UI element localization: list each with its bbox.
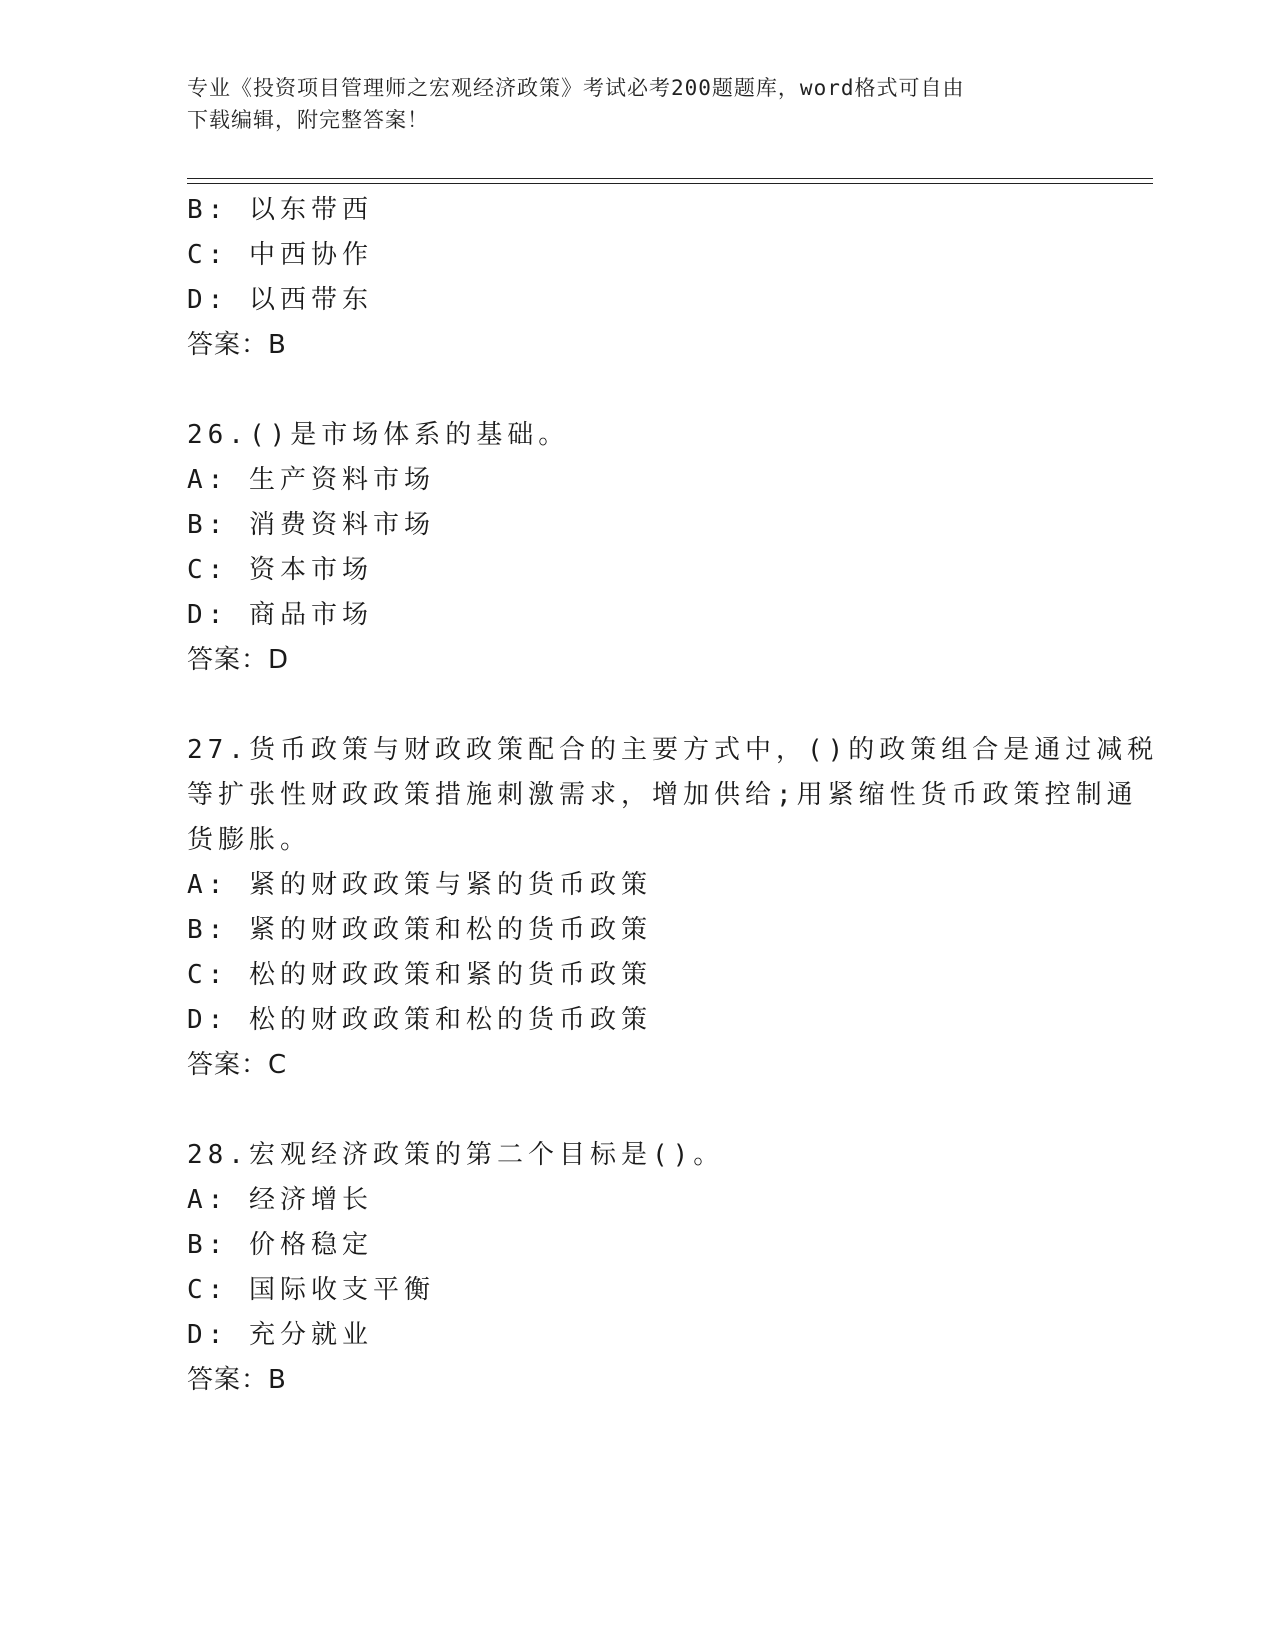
q27-stem-line-2: 等扩张性财政政策措施刺激需求，增加供给;用紧缩性货币政策控制通 (187, 780, 1138, 810)
document-header (187, 72, 1067, 136)
q26-option-c: C: 资本市场 (187, 555, 373, 585)
header-divider-bottom (187, 183, 1153, 184)
q27-option-d: D: 松的财政政策和松的货币政策 (187, 1005, 652, 1035)
prev-option-d: D: 以西带东 (187, 285, 373, 315)
q26-option-b: B: 消费资料市场 (187, 510, 435, 540)
header-line-1: 专业《投资项目管理师之宏观经济政策》考试必考200题题库，word格式可自由 (187, 76, 965, 100)
q26-option-a: A: 生产资料市场 (187, 465, 435, 495)
q28-option-c: C: 国际收支平衡 (187, 1275, 435, 1305)
q27-stem-line-3: 货膨胀。 (187, 825, 312, 855)
prev-option-b: B: 以东带西 (187, 195, 373, 225)
q28-answer: 答案：B (187, 1365, 287, 1395)
q27-option-a: A: 紧的财政政策与紧的货币政策 (187, 870, 652, 900)
q28-stem: 28.宏观经济政策的第二个目标是()。 (187, 1140, 725, 1170)
q28-option-b: B: 价格稳定 (187, 1230, 373, 1260)
q26-stem: 26.()是市场体系的基础。 (187, 420, 570, 450)
header-line-2: 下载编辑，附完整答案！ (187, 108, 429, 132)
q27-option-c: C: 松的财政政策和紧的货币政策 (187, 960, 652, 990)
q27-answer: 答案：C (187, 1050, 288, 1080)
q28-option-a: A: 经济增长 (187, 1185, 373, 1215)
header-divider-top (187, 178, 1153, 179)
q27-stem-line-1: 27.货币政策与财政政策配合的主要方式中，()的政策组合是通过减税 (187, 735, 1159, 765)
prev-option-c: C: 中西协作 (187, 240, 373, 270)
prev-answer: 答案：B (187, 330, 287, 360)
q26-answer: 答案：D (187, 645, 290, 675)
q28-option-d: D: 充分就业 (187, 1320, 373, 1350)
q26-option-d: D: 商品市场 (187, 600, 373, 630)
q27-option-b: B: 紧的财政政策和松的货币政策 (187, 915, 652, 945)
